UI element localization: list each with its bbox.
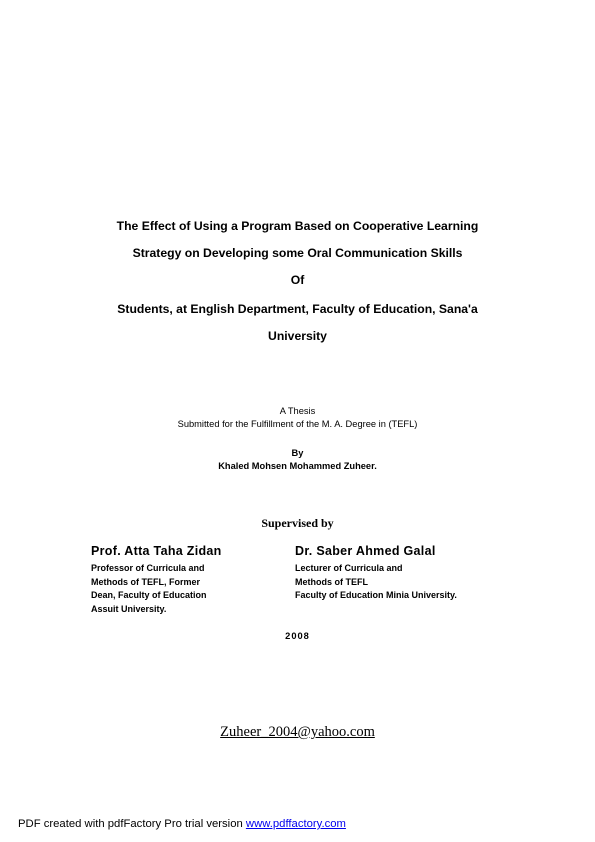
email-address: Zuheer_2004@yahoo.com: [220, 724, 375, 740]
pdf-footer: [18, 818, 346, 830]
supervisor-1-line: Dean, Faculty of Education: [91, 590, 207, 600]
supervisor-2-line: Methods of TEFL: [295, 576, 368, 587]
title-line-3: Of: [290, 273, 305, 287]
title-line-5: University: [268, 329, 327, 343]
title-line-1: The Effect of Using a Program Based on Cooperative Learning: [116, 219, 479, 233]
supervisor-1-line: Professor of Curricula and: [91, 563, 205, 573]
title-line-4: Students, at English Department, Faculty of Education, Sana'a: [117, 302, 478, 316]
footer-prefix: PDF created with pdfFactory Pro trial version: [18, 818, 246, 830]
thesis-submitted: Submitted for the Fulfillment of the M. A. Degree in (TEFL): [177, 419, 418, 429]
pdffactory-link[interactable]: www.pdffactory.com: [245, 818, 346, 830]
supervisor-2-line: Faculty of Education Minia University.: [295, 590, 457, 600]
supervised-heading: Supervised by: [261, 516, 334, 530]
author-name: Khaled Mohsen Mohammed Zuheer.: [218, 461, 377, 471]
title-line-2: Strategy on Developing some Oral Communication Skills: [132, 246, 463, 260]
supervisor-2-name: Dr. Saber Ahmed Galal: [295, 544, 436, 558]
supervisor-1: [91, 544, 222, 616]
thesis-label: A Thesis: [279, 406, 316, 416]
year: 2008: [285, 631, 310, 641]
author-by: By: [291, 448, 304, 458]
supervisor-2: [295, 544, 457, 603]
supervisor-1-line: Assuit University.: [91, 603, 167, 614]
supervisor-1-line: Methods of TEFL, Former: [91, 576, 200, 587]
supervisor-2-line: Lecturer of Curricula and: [295, 563, 403, 573]
supervisor-1-name: Prof. Atta Taha Zidan: [91, 544, 222, 558]
